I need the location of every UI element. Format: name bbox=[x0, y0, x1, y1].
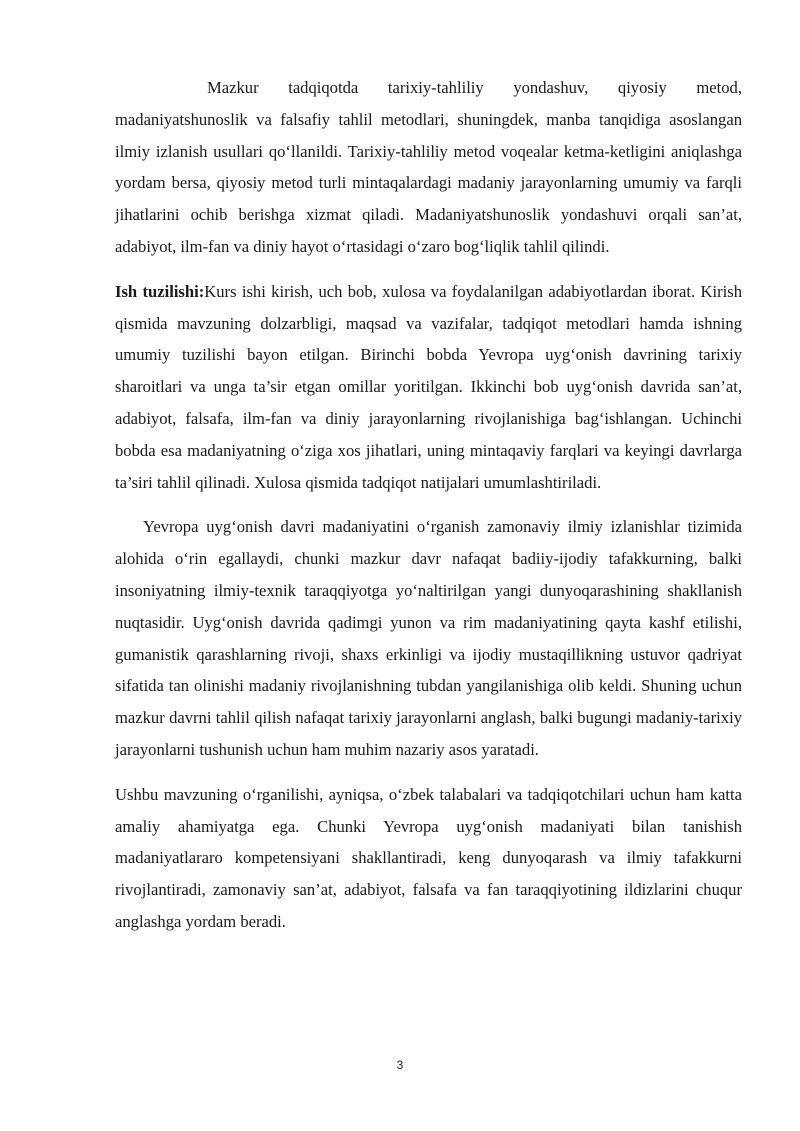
page-number: 3 bbox=[396, 1058, 404, 1072]
structure-text: Kurs ishi kirish, uch bob, xulosa va foydalanilgan adabiyotlardan iborat. Kirish qismida mavzuning dolzarbligi, maqsad va vazifalar, tadqiqot metodlari hamda ishning umumiy tuzilishi bayon etilgan. Birinchi bobda Yevropa uyg‘onish davrining tarixiy sharoitlari va unga ta’sir etgan omillar yoritilgan. Ikkinchi bob uyg‘onish davrida san’at, adabiyot, falsafa, ilm-fan va diniy jarayonlarning rivojlanishiga bag‘ishlangan. Uchinchi bobda esa madaniyatning o‘ziga xos jihatlari, uning mintaqaviy farqlari va keyingi davrlarga ta’siri tahlil qilinadi. Xulosa qismida tadqiqot natijalari umumlashtiriladi. bbox=[115, 281, 742, 492]
paragraph-structure bbox=[115, 276, 742, 499]
structure-heading: Ish tuzilishi: bbox=[115, 281, 205, 301]
paragraph-methods: Mazkur tadqiqotda tarixiy-tahliliy yondashuv, qiyosiy metod, madaniyatshunoslik va falsafiy tahlil metodlari, shuningdek, manba tanqidiga asoslangan ilmiy izlanish usullari qo‘llanildi. Tarixiy-tahliliy metod voqealar ketma-ketligini aniqlashga yordam bersa, qiyosiy metod turli mintaqalardagi madaniy jarayonlarning umumiy va farqli jihatlarini ochib berishga xizmat qiladi. Madaniyatshunoslik yondashuvi orqali san’at, adabiyot, ilm-fan va diniy hayot o‘rtasidagi o‘zaro bog‘liqlik tahlil qilindi. bbox=[115, 78, 742, 256]
paragraph-practical-significance: Ushbu mavzuning o‘rganilishi, ayniqsa, o‘zbek talabalari va tadqiqotchilari uchun ham katta amaliy ahamiyatga ega. Chunki Yevropa uyg‘onish madaniyati bilan tanishish madaniyatlararo kompetensiyani shakllantiradi, keng dunyoqarash va ilmiy tafakkurni rivojlantiradi, zamonaviy san’at, adabiyot, falsafa va fan taraqqiyotining ildizlarini chuqur anglashga yordam beradi. bbox=[115, 784, 742, 931]
paragraph-renaissance-study: Yevropa uyg‘onish davri madaniyatini o‘rganish zamonaviy ilmiy izlanishlar tizimida alohida o‘rin egallaydi, chunki mazkur davr nafaqat badiiy-ijodiy tafakkurning, balki insoniyatning ilmiy-texnik taraqqiyotga yo‘naltirilgan yangi dunyoqarashining shakllanish nuqtasidir. Uyg‘onish davrida qadimgi yunon va rim madaniyatining qayta kashf etilishi, gumanistik qarashlarning rivoji, shaxs erkinligi va ijodiy mustaqillikning ustuvor qadriyat sifatida tan olinishi madaniy rivojlanishning tubdan yangilanishiga olib keldi. Shuning uchun mazkur davrni tahlil qilish nafaqat tarixiy jarayonlarni anglash, balki bugungi madaniy-tarixiy jarayonlarni tushunish uchun ham muhim nazariy asos yaratadi. bbox=[115, 517, 742, 759]
document-page bbox=[115, 72, 742, 938]
